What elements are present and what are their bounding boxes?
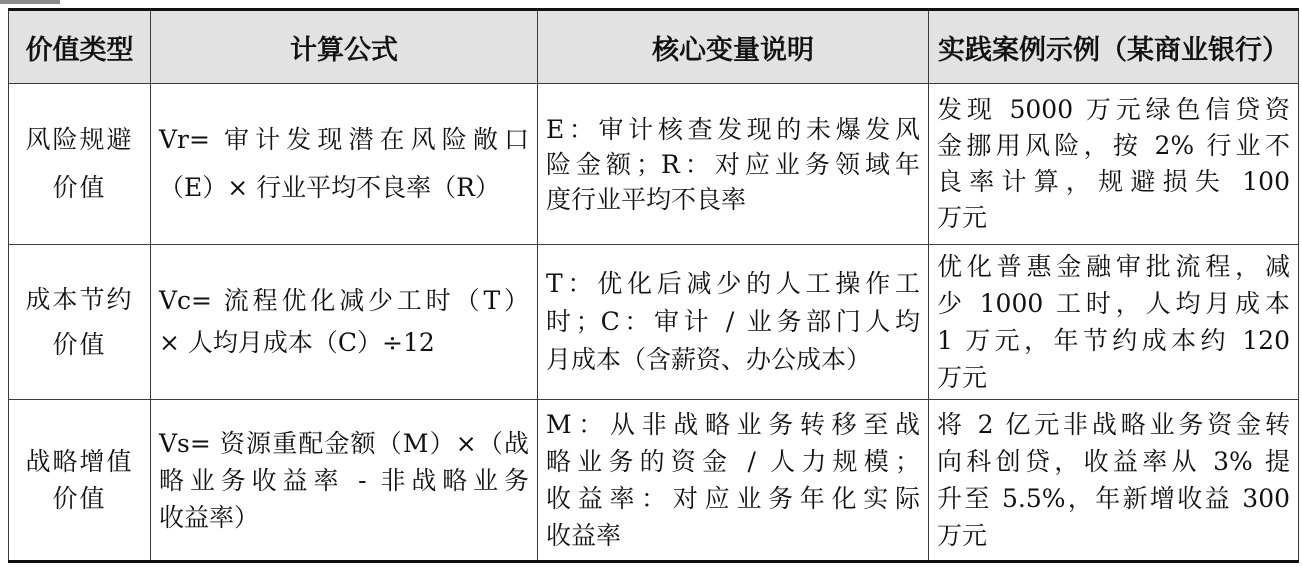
cell-line: 价值: [52, 173, 107, 202]
cell-line: Vs= 资源重配金额（M）×（战: [159, 428, 529, 458]
cell-line: 良率计算，规避损失 100: [937, 167, 1290, 196]
cell-line: 少 1000 工时，人均月成本: [937, 289, 1290, 318]
cell-line: 将 2 亿元非战略业务资金转: [937, 410, 1290, 439]
cell-line: 月成本（含薪资、办公成本）: [546, 345, 872, 374]
header-formula: 计算公式: [151, 10, 538, 84]
header-variables: 核心变量说明: [538, 10, 929, 84]
cell-line: 成本节约: [25, 285, 134, 314]
cell-line: 险金额；R：对应业务领域年: [546, 149, 920, 179]
cell-line: 发现 5000 万元绿色信贷资: [937, 95, 1290, 124]
cell-value-type: [9, 400, 151, 562]
cell-line: 战略增值: [25, 447, 134, 476]
cell-line: 度行业平均不良率: [546, 184, 747, 214]
cell-value-type: [9, 84, 151, 245]
cell-variables: [538, 245, 929, 400]
cell-line: 价值: [52, 330, 107, 359]
cell-line: 略业务收益率 - 非战略业务: [159, 465, 529, 495]
cell-line: 1 万元，年节约成本约 120: [937, 326, 1290, 355]
cell-line: T：优化后减少的人工操作工: [546, 269, 920, 298]
cell-value-type: [9, 245, 151, 400]
cell-formula: [151, 84, 538, 245]
cell-line: 收益率）: [159, 502, 260, 532]
cell-variables: [538, 84, 929, 245]
table-row: [9, 245, 1299, 400]
cell-line: M：从非战略业务转移至战: [546, 410, 920, 439]
cell-line: × 人均月成本（C）÷12: [159, 328, 435, 357]
header-value-type: 价值类型: [9, 10, 151, 84]
cell-line: 收益率: [546, 521, 622, 550]
top-edge-mark: [0, 0, 60, 4]
cell-line: E：审计核查发现的未爆发风: [546, 114, 920, 144]
cell-line: 万元: [937, 203, 988, 232]
cell-formula: [151, 400, 538, 562]
cell-line: Vc= 流程优化减少工时（T）: [159, 286, 529, 315]
value-type-table: [8, 8, 1299, 563]
cell-line: 万元: [937, 363, 988, 392]
cell-example: [929, 84, 1299, 245]
cell-line: 价值: [52, 484, 107, 513]
cell-line: 收益率：对应业务年化实际: [546, 484, 920, 513]
cell-line: Vr= 审计发现潜在风险敞口: [159, 125, 529, 154]
cell-line: 金挪用风险，按 2% 行业不: [937, 131, 1290, 160]
cell-line: （E）× 行业平均不良率（R）: [159, 173, 500, 202]
cell-line: 万元: [937, 521, 988, 550]
cell-variables: [538, 400, 929, 562]
table-row: [9, 84, 1299, 245]
header-row: [9, 10, 1299, 84]
header-example: 实践案例示例（某商业银行）: [929, 10, 1299, 84]
cell-line: 向科创贷，收益率从 3% 提: [937, 447, 1290, 476]
table-row: [9, 400, 1299, 562]
cell-line: 风险规避: [25, 125, 134, 154]
cell-formula: [151, 245, 538, 400]
cell-example: [929, 245, 1299, 400]
cell-line: 略业务的资金 / 人力规模；: [546, 447, 920, 476]
cell-line: 升至 5.5%，年新增收益 300: [937, 484, 1290, 513]
cell-example: [929, 400, 1299, 562]
cell-line: 时；C：审计 / 业务部门人均: [546, 307, 920, 336]
cell-line: 优化普惠金融审批流程，减: [937, 252, 1290, 281]
